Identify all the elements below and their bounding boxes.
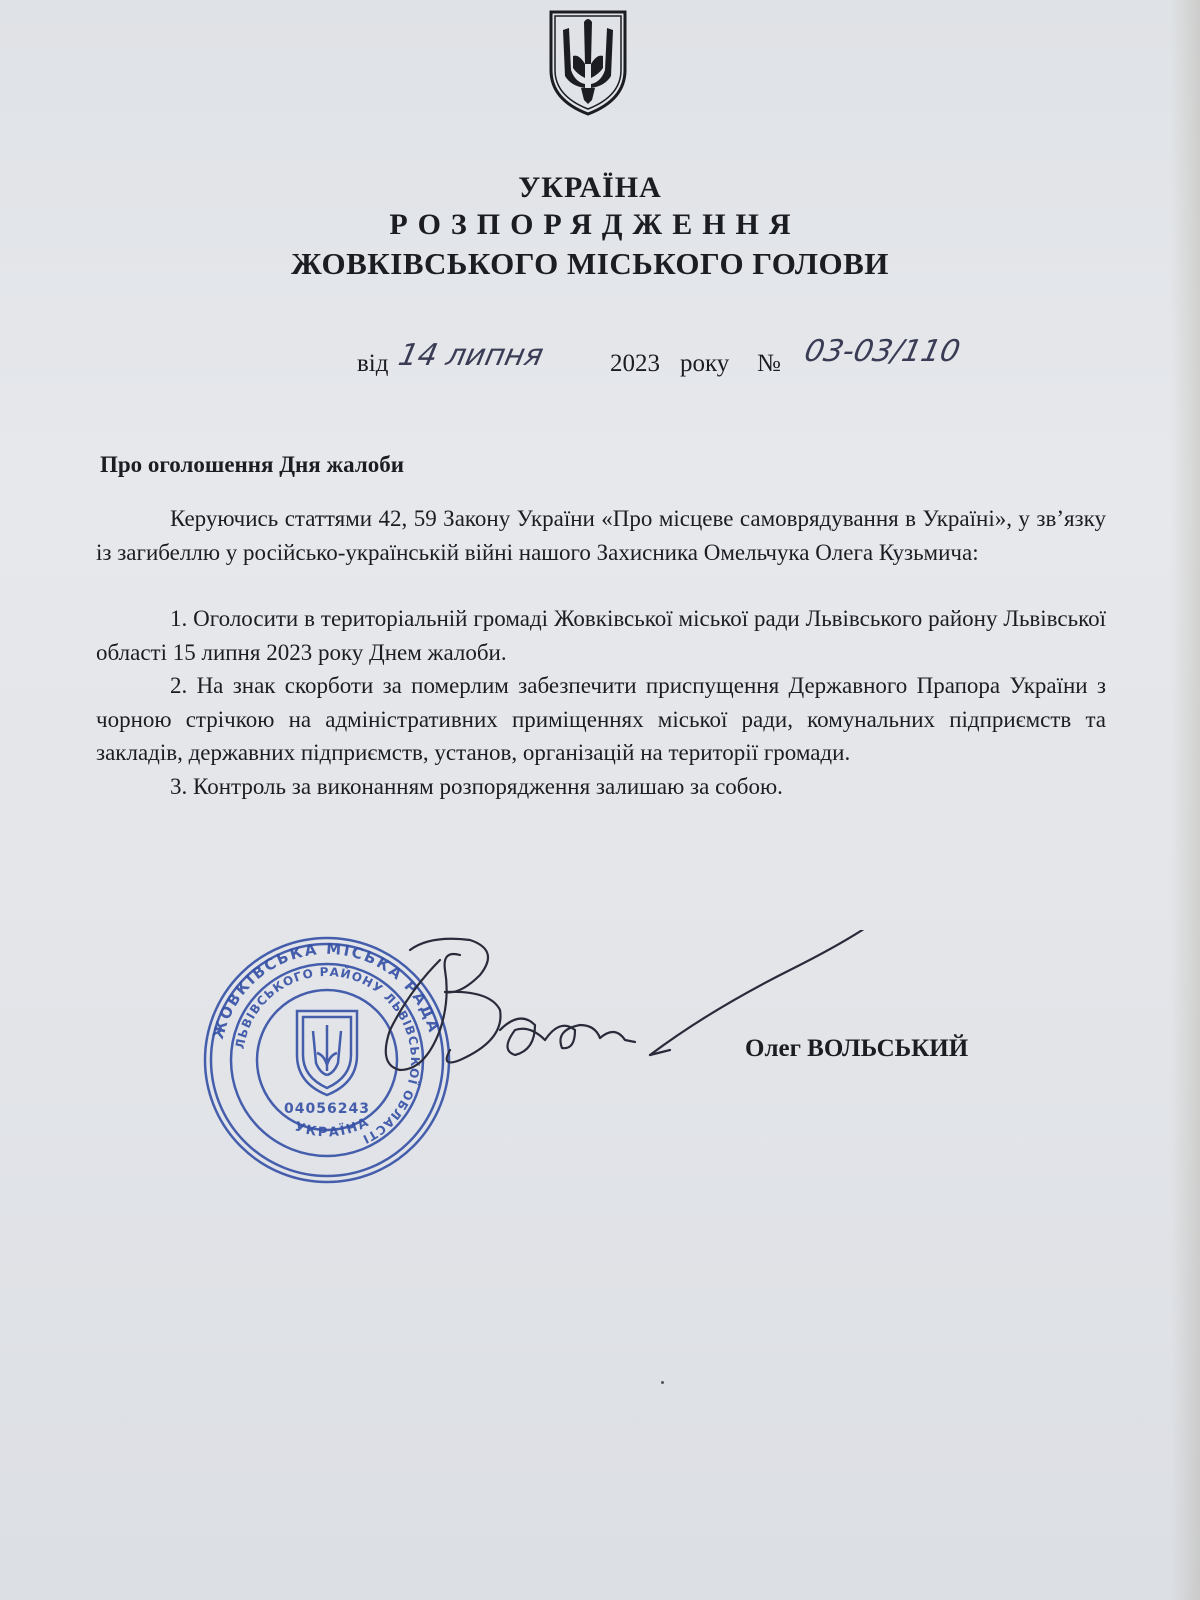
document-body [96, 502, 1106, 803]
preamble-paragraph: Керуючись статтями 42, 59 Закону України «Про місцеве самоврядування в Україні», у зв’язку із загибеллю у російсько-українській війні нашого Захисника Омельчука Олега Кузьмича: [96, 506, 1106, 565]
header-doc-type: РОЗПОРЯДЖЕННЯ [389, 208, 801, 241]
paragraph-gap [96, 569, 1106, 602]
date-year-suffix: року [680, 350, 730, 377]
stamp-code: 04056243 [284, 1101, 370, 1117]
order-item-1: 1. Оголосити в територіальній громаді Жовківської міської ради Львівського району Львівської області 15 липня 2023 року Днем жалоби. [96, 606, 1106, 665]
date-prefix: від [357, 350, 389, 377]
tryzub-emblem-icon [545, 8, 631, 118]
stamp-outer-text: ЖОВКІВСЬКА МІСЬКА РАДА [208, 939, 444, 1042]
paper-speck [661, 1381, 664, 1384]
number-handwritten: 03-03/110 [801, 334, 964, 369]
date-year: 2023 [610, 350, 660, 377]
date-handwritten: 14 липня [395, 338, 547, 373]
header-issuer: ЖОВКІВСЬКОГО МІСЬКОГО ГОЛОВИ [291, 246, 889, 281]
document-header [0, 170, 1180, 284]
stamp-bottom-text: УКРАЇНА [292, 1114, 373, 1141]
subject-line: Про оголошення Дня жалоби [100, 452, 405, 477]
svg-text:УКРАЇНА [292, 1114, 372, 1140]
signer-name: Олег ВОЛЬСЬКИЙ [745, 1035, 969, 1062]
header-country: УКРАЇНА [518, 171, 662, 204]
order-item-3: 3. Контроль за виконанням розпорядження залишаю за собою. [170, 773, 783, 799]
order-item-2: 2. На знак скорботи за померлим забезпечити приспущення Державного Прапора України з чорною стрічкою на адміністративних приміщеннях міської ради, комунальних підприємств та закладів, державних підприємств, установ, організацій на території громади. [96, 673, 1106, 765]
number-sign: № [757, 350, 781, 377]
stamp-inner-text: ЛЬВІВСЬКОГО РАЙОНУ ЛЬВІВСЬКОЇ ОБЛАСТІ [232, 964, 423, 1147]
signature-icon [350, 930, 890, 1100]
